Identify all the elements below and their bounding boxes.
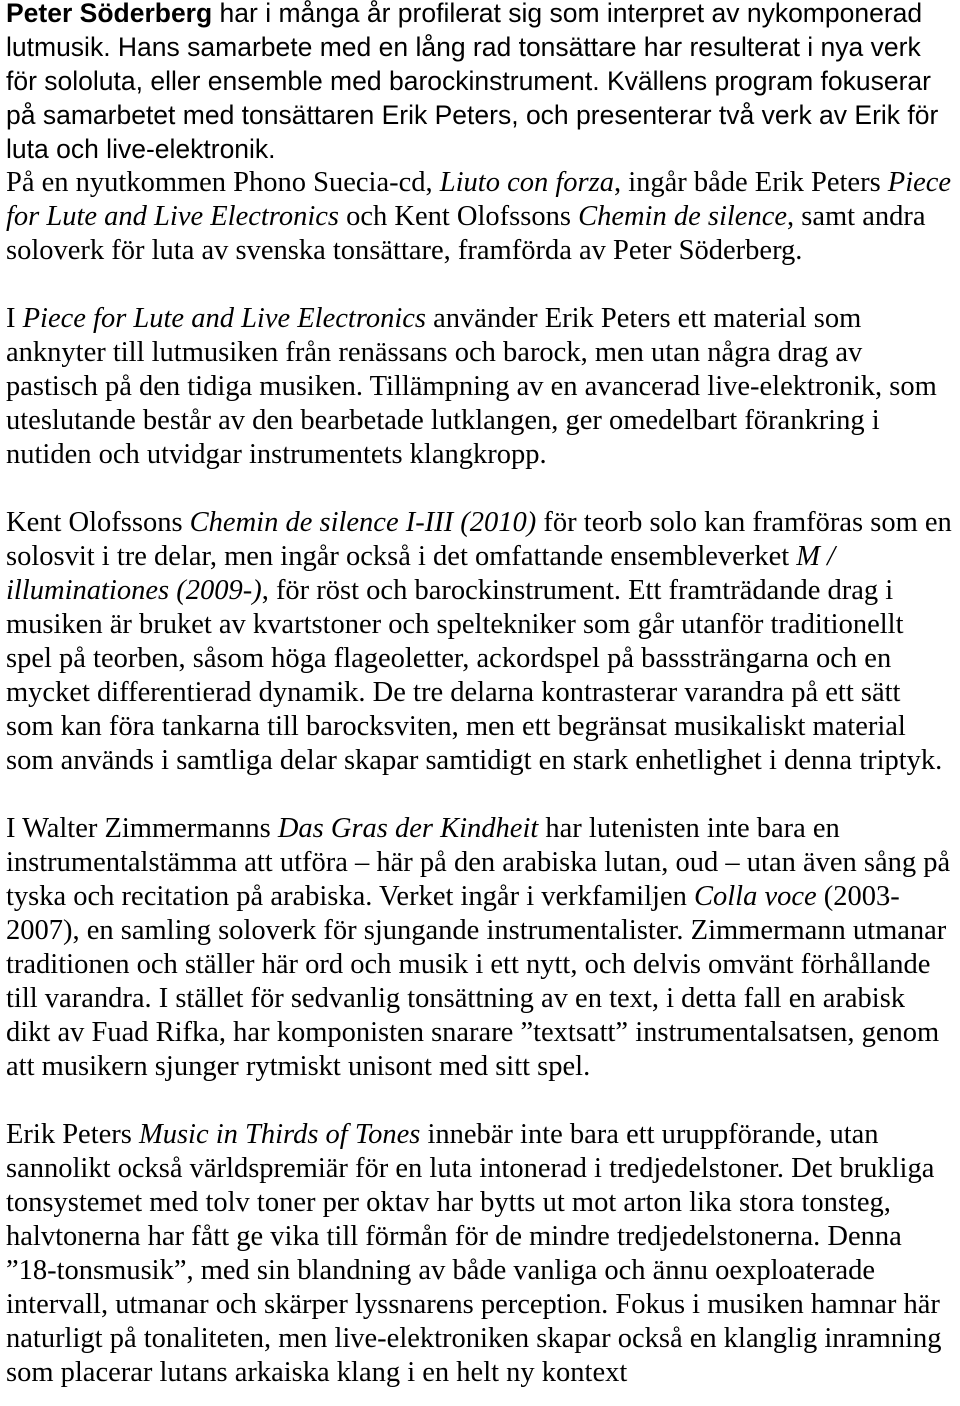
olofsson-text-2: för teorb solo kan framföras som en solosvit i tre delar, men ingår också i det omfattande ensembleverket [6,507,952,572]
paragraph-spacer [6,1084,954,1118]
cd-text-4: , samt andra soloverk för luta av svenska tonsättare, framförda av Peter Söderberg. [6,201,926,266]
olofsson-text-3: , för röst och barockinstrument. Ett framträdande drag i musiken är bruket av kvartstoner och speltekniker som går utanför traditionellt spel på teorben, såsom höga flageoletter, ackordspel på basssträngarna och en mycket differentierad dynamik. De tre delarna kontrasterar varandra på ett sätt som kan föra tankarna till barocksviten, men ett begränsat musikaliskt material som används i samtliga delar skapar samtidigt en stark enhetlighet i denna triptyk. [6,575,943,776]
paragraph-spacer [6,268,954,302]
work-title-m-illuminationes: M / illuminationes (2009-) [6,541,836,606]
cd-text-2: , ingår både Erik Peters [613,167,888,198]
performer-name: Peter Söderberg [6,0,213,28]
cd-text-1: På en nyutkommen Phono Suecia-cd, [6,167,440,198]
album-title: Liuto con forza [439,167,614,198]
peters-text-1: I [6,303,23,334]
paragraph-spacer [6,472,954,506]
work-title-music-in-thirds-of-tones: Music in Thirds of Tones [138,1119,421,1150]
zimmermann-text-3: (2003-2007), en samling soloverk för sjungande instrumentalister. Zimmermann utmanar traditionen och ställer här ord och musik i ett nytt, och delvis omvänt förhållande till varandra. I stället för sedvanlig tonsättning av en text, i detta fall en arabisk dikt av Fuad Rifka, har komponisten snarare ”textsatt” instrumentalsatsen, genom att musikern sjunger rytmiskt unisont med sitt spel. [6,881,947,1082]
peters-text-2: använder Erik Peters ett material som anknyter till lutmusiken från renässans och barock, men utan några drag av pastisch på den tidiga musiken. Tillämpning av en avancerad live-elektronik, som uteslutande består av den bearbetade lutklangen, ger omedelbart förankring i nutiden och utvidgar instrumentets klangkropp. [6,303,937,470]
intro-text: har i många år profilerat sig som interpret av nykomponerad lutmusik. Hans samarbete med en lång rad tonsättare har resulterat i nya verk för sololuta, eller ensemble med barockinstrument. Kvällens program fokuserar på samarbetet med tonsättaren Erik Peters, och presenterar två verk av Erik för luta och live-elektronik. [6,0,939,164]
peters-paragraph [6,302,954,472]
thirds-text-1: Erik Peters [6,1119,139,1150]
zimmermann-text-2: har lutenisten inte bara en instrumentalstämma att utföra – här på den arabiska lutan, oud – utan även sång på tyska och recitation på arabiska. Verket ingår i verkfamiljen [6,813,951,912]
work-title-das-gras-der-kindheit: Das Gras der Kindheit [277,813,539,844]
document-page [6,0,954,1390]
cd-paragraph [6,166,954,268]
work-title-piece-for-lute: Piece for Lute and Live Electronics [6,167,952,232]
work-title-piece-for-lute: Piece for Lute and Live Electronics [22,303,427,334]
work-title-chemin-de-silence-i-iii: Chemin de silence I-III (2010) [189,507,537,538]
zimmermann-text-1: I Walter Zimmermanns [6,813,278,844]
zimmermann-paragraph [6,812,954,1084]
olofsson-paragraph [6,506,954,778]
paragraph-spacer [6,778,954,812]
intro-paragraph [6,0,954,166]
work-family-colla-voce: Colla voce [693,881,817,912]
thirds-paragraph [6,1118,954,1390]
olofsson-text-1: Kent Olofssons [6,507,190,538]
cd-text-3: och Kent Olofssons [338,201,579,232]
thirds-text-2: innebär inte bara ett uruppförande, utan sannolikt också världspremiär för en luta intonerad i tredjedelstoner. Det brukliga tonsystemet med tolv toner per oktav har bytts ut mot arton lika stora tonsteg, halvtonerna har fått ge vika till förmån för de mindre tredjedelstonerna. Denna ”18-tonsmusik”, med sin blandning av både vanliga och ännu oexploaterade intervall, utmanar och skärper lyssnarens perception. Fokus i musiken hamnar här naturligt på tonaliteten, men live-elektroniken skapar också en klanglig inramning som placerar lutans arkaiska klang i en helt ny kontext [6,1119,942,1388]
work-title-chemin-de-silence: Chemin de silence [578,201,787,232]
